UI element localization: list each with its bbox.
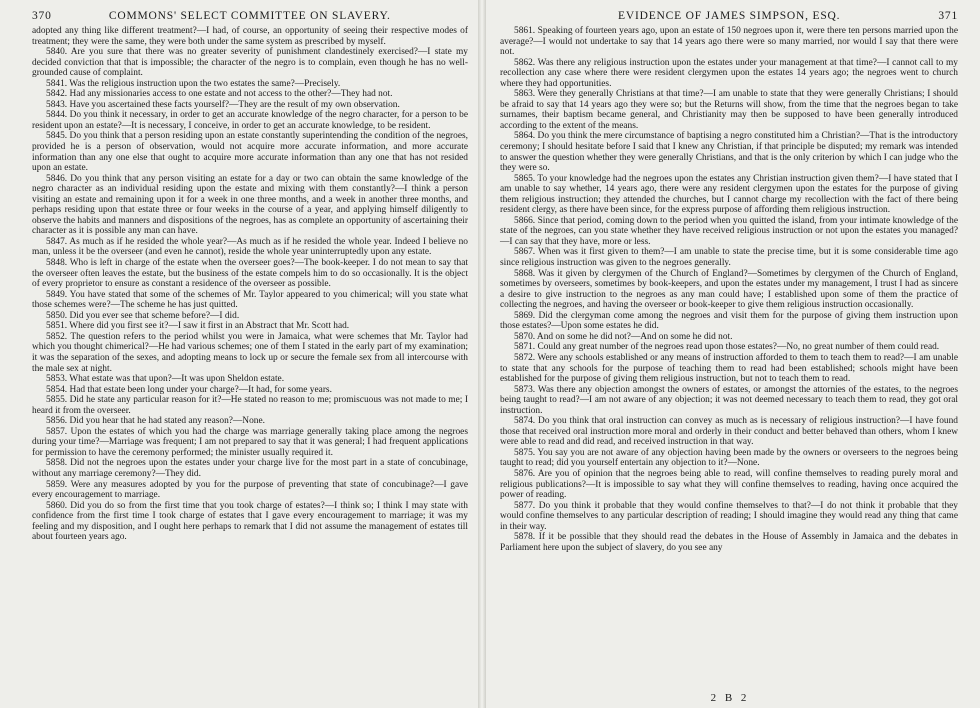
paragraph: 5858. Did not the negroes upon the estates under your charge live for the most part in a state of concubinage, without any marriage ceremony?—They did. bbox=[32, 458, 468, 479]
left-page-body bbox=[32, 26, 468, 543]
paragraph: 5846. Do you think that any person visiting an estate for a day or two can obtain the same knowledge of the negro character as an individual residing upon the estate and mixing with them constantly?—I think a person visiting an estate and remaining upon it for a week in one three months, and a week in another three months, and perhaps residing upon that estate three or four weeks in the course of a year, and applying himself diligently to observe the habits and manners and dispositions of the negroes, has as complete an opportunity of ascertaining their character as it is possible any man can have. bbox=[32, 173, 468, 237]
paragraph: 5866. Since that period, coming down to the period when you quitted the island, from your intimate knowledge of the state of the negroes, can you state whether they have received religious instruction or not upon the estates you managed?—I can say that they have, more or less. bbox=[500, 215, 958, 247]
paragraph: 5862. Was there any religious instruction upon the estates under your management at that time?—I cannot call to my recollection any case where there were resident clergymen upon the estates 14 years ago; the negroes went to church where they had opportunities. bbox=[500, 57, 958, 89]
paragraph: 5854. Had that estate been long under your charge?—It had, for some years. bbox=[46, 384, 332, 395]
right-page-body bbox=[500, 26, 958, 553]
paragraph: 5876. Are you of opinion that the negroes being able to read, will confine themselves to reading purely moral and religious publications?—It is impossible to say what they will confine themselves to reading, having once acquired the power of reading. bbox=[500, 468, 958, 501]
left-page-header bbox=[32, 10, 468, 22]
paragraph: 5859. Were any measures adopted by you for the purpose of preventing that state of concubinage?—I gave every encouragement to marriage. bbox=[32, 479, 468, 501]
paragraph: 5874. Do you think that oral instruction can convey as much as is necessary of religious instruction?—I have found those that received oral instruction more moral and orderly in their conduct and better behaved than others, whom I knew were able to read and did read, and received instruction in that way. bbox=[500, 416, 958, 448]
paragraph: 5844. Do you think it necessary, in order to get an accurate knowledge of the negro character, for a person to be resident upon an estate?—It is necessary, I conceive, in order to get an accurate knowledge, to be resident. bbox=[32, 110, 468, 131]
paragraph: 5871. Could any great number of the negroes read upon those estates?—No, no great number of them could read. bbox=[514, 342, 940, 353]
running-title: EVIDENCE OF JAMES SIMPSON, ESQ. bbox=[618, 10, 841, 22]
paragraph: adopted any thing like different treatment?—I had, of course, an opportunity of seeing their respective modes of treatment; they were the same, they were both under the same system as prescribed by myself. bbox=[32, 26, 468, 47]
paragraph: 5861. Speaking of fourteen years ago, upon an estate of 150 negroes upon it, were there ten persons married upon the average?—I would not undertake to say that 14 years ago there were so many married, nor would I say that there were not. bbox=[500, 26, 958, 58]
running-title: COMMONS' SELECT COMMITTEE ON SLAVERY. bbox=[108, 10, 391, 22]
page-number: 370 bbox=[32, 10, 52, 22]
paragraph: 5864. Do you think the mere circumstance of baptising a negro constituted him a Christian?—That is the introductory ceremony; I should hesitate before I said that I knew any Christian, if that principle be disputed; my remark was intended to answer the question whether they were generally Christians, and that is the only criterion by which I can judge who the they were so. bbox=[500, 131, 958, 174]
paragraph: 5841. Was the religious instruction upon the two estates the same?—Precisely. bbox=[46, 78, 341, 89]
right-page-header bbox=[500, 10, 958, 22]
page-number: 371 bbox=[938, 10, 958, 22]
left-page bbox=[0, 0, 480, 708]
paragraph: 5845. Do you think that a person residing upon an estate constantly superintending the condition of the negroes, provided he is a person of observation, would not acquire more accurate information, and more accurate information than any one else that ought to acquire more accurate information than any one that has not resided upon an estate. bbox=[32, 131, 468, 174]
paragraph: 5842. Had any missionaries access to one estate and not access to the other?—They had not. bbox=[46, 89, 393, 100]
paragraph: 5863. Were they generally Christians at that time?—I am unable to state that they were generally Christians; I should be afraid to say that 14 years ago they were so; but the Returns will show, from the time that the negroes began to take surnames, their baptism became general, and Christianity may then be supposed to have been generally introduced according to the extent of the means. bbox=[500, 89, 958, 131]
paragraph: 5850. Did you ever see that scheme before?—I did. bbox=[46, 310, 240, 321]
paragraph: 5869. Did the clergyman come among the negroes and visit them for the purpose of giving them instruction upon those estates?—Upon some estates he did. bbox=[500, 310, 958, 332]
paragraph: 5872. Were any schools established or any means of instruction afforded to them to teach them to read?—I am unable to state that any schools for the purpose of teaching them to read had been established; schools might have been established for the purpose of giving them religious instruction, but not to teach them to read. bbox=[500, 352, 958, 385]
paragraph: 5870. And on some he did not?—And on some he did not. bbox=[514, 331, 733, 342]
paragraph: 5877. Do you think it probable that they would confine themselves to that?—I do not think it probable that they would confine themselves to any particular description of reading; I should imagine they would read any thing that came in their way. bbox=[500, 500, 958, 532]
paragraph: 5840. Are you sure that there was no greater severity of punishment clandestinely exercised?—I state my decided conviction that that is impossible; the character of the negro is to complain, even though he has no well-grounded cause of complaint. bbox=[32, 47, 468, 79]
paragraph: 5868. Was it given by clergymen of the Church of England?—Sometimes by clergymen of the Church of England, sometimes by overseers, sometimes by book-keepers, and upon the estates under my management, I trust I had as sincere a desire to give instruction to the negroes as any man could have; I established upon some of them the practice of collecting the negroes, and having the overseer or book-keeper to give them religious instruction occasionally. bbox=[500, 268, 958, 311]
paragraph: 5847. As much as if he resided the whole year?—As much as if he resided the whole year. Indeed I believe no man, unless it be the overseer (and even he cannot), reside the whole year uninterruptedly upon any estate. bbox=[32, 236, 468, 258]
paragraph: 5878. If it be possible that they should read the debates in the House of Assembly in Jamaica and the debates in Parliament here upon the subject of slavery, do you see any bbox=[500, 532, 958, 553]
signature-mark: 2 B 2 bbox=[710, 692, 750, 704]
paragraph: 5852. The question refers to the period whilst you were in Jamaica, what were schemes that Mr. Taylor had which you thought chimerical?—He had various schemes; one of them I stated in the early part of my examination; it was the separation of the sexes, and adopting means to lock up or secure the female sex from all intercourse with the male sex at night. bbox=[32, 331, 468, 374]
right-page bbox=[480, 0, 980, 708]
paragraph: 5857. Upon the estates of which you had the charge was marriage generally taking place among the negroes during your time?—Marriage was frequent; I am not prepared to say that it was general; I had frequent applications for permission to have the ceremony performed; the minister usually required it. bbox=[32, 426, 468, 458]
paragraph: 5843. Have you ascertained these facts yourself?—They are the result of my own observation. bbox=[46, 99, 400, 110]
paragraph: 5856. Did you hear that he had stated any reason?—None. bbox=[46, 416, 265, 427]
paragraph: 5860. Did you do so from the first time that you took charge of estates?—I think so; I think I may state with confidence from the first time I took charge of estates that I gave every encouragement to marriage; it was my feeling and my disposition, and I ought here perhaps to remark that I did not assume the management of estates till about fourteen years ago. bbox=[32, 500, 468, 543]
paragraph: 5853. What estate was that upon?—It was upon Sheldon estate. bbox=[46, 374, 285, 385]
paragraph: 5851. Where did you first see it?—I saw it first in an Abstract that Mr. Scott had. bbox=[46, 321, 350, 332]
paragraph: 5855. Did he state any particular reason for it?—He stated no reason to me; promiscuous was not made to me; I heard it from the overseer. bbox=[32, 395, 468, 416]
paragraph: 5865. To your knowledge had the negroes upon the estates any Christian instruction given them?—I have stated that I am unable to say whether, 14 years ago, there were any resident clergymen upon the estates for the purpose of giving them religious instruction; they attended the churches, but I cannot charge my recollection with the fact of there being resident clergy, as there have been since, for the express purpose of affording them religious instruction. bbox=[500, 173, 958, 216]
paragraph: 5848. Who is left in charge of the estate when the overseer goes?—The book-keeper. I do not mean to say that the overseer often leaves the estate, but the business of the estate compels him to do so occasionally. It is the object of every proprietor to ensure as constant a residence of the overseer as possible. bbox=[32, 258, 468, 290]
paragraph: 5867. When was it first given to them?—I am unable to state the precise time, but it is some considerable time ago since religious instruction was given to the negroes generally. bbox=[500, 247, 958, 269]
paragraph: 5849. You have stated that some of the schemes of Mr. Taylor appeared to you chimerical; will you state what those schemes were?—The scheme he has just quitted. bbox=[32, 289, 468, 311]
paragraph: 5875. You say you are not aware of any objection having been made by the owners or overseers to the negroes being taught to read; did you yourself entertain any objection to it?—None. bbox=[500, 447, 958, 469]
paragraph: 5873. Was there any objection amongst the owners of estates, or amongst the attornies of the estates, to the negroes being taught to read?—I am not aware of any objection; it was not deemed necessary to teach them to read, they got oral instruction. bbox=[500, 384, 958, 416]
